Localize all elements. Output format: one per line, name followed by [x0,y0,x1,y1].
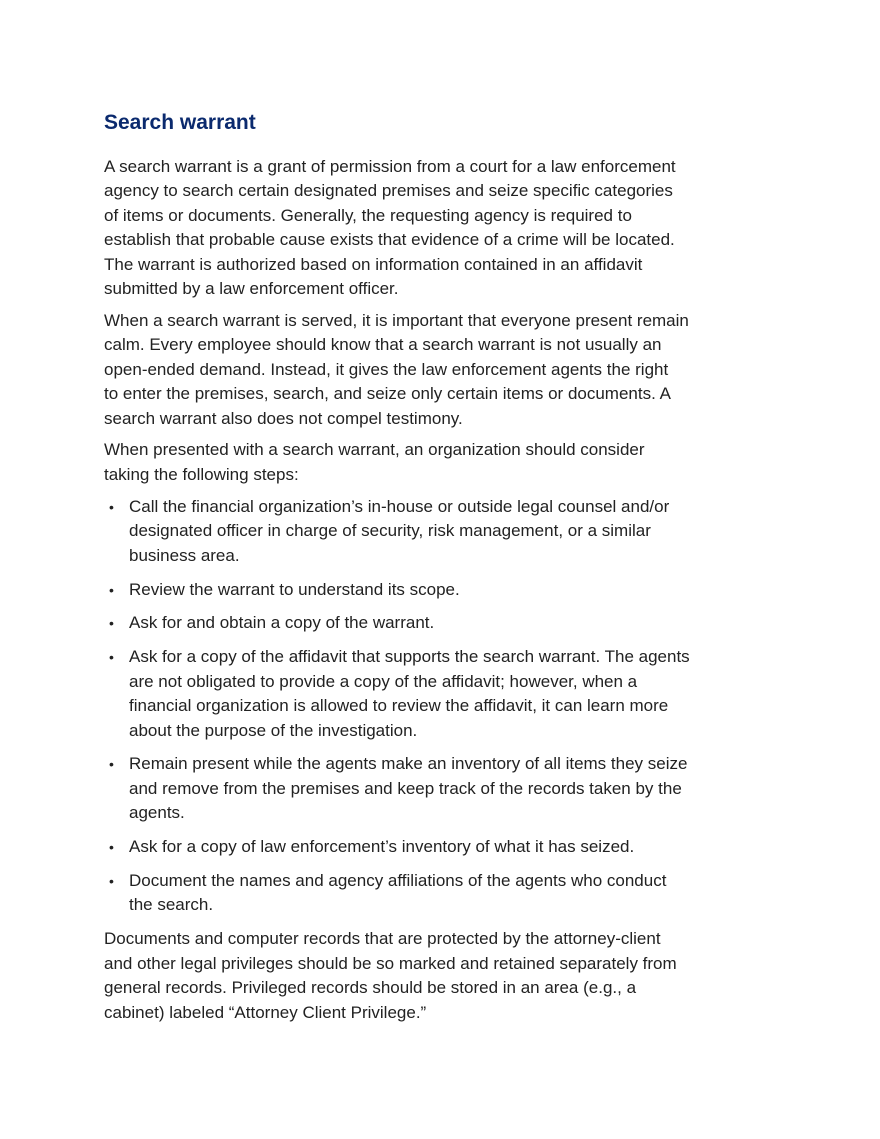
paragraph [104,309,764,431]
text-line: agency to search certain designated premises and seize specific categories [104,181,673,201]
paragraph [104,438,764,487]
text-line: submitted by a law enforcement officer. [104,279,399,299]
text-line: When a search warrant is served, it is important that everyone present remain [104,310,689,330]
bullet-icon: • [109,498,114,515]
text-line: the search. [129,895,214,915]
text-line: agents. [129,803,185,823]
text-line: and remove from the premises and keep track of the records taken by the [129,778,682,798]
text-line: Call the financial organization’s in-house or outside legal counsel and/or [129,496,670,516]
section-heading: Search warrant [104,111,256,134]
bullet-icon: • [109,873,114,890]
text-line: financial organization is allowed to review the affidavit, it can learn more [129,696,669,716]
list-item [104,835,764,859]
closing-paragraphs [104,927,764,1025]
steps-list [104,495,764,918]
text-line: designated officer in charge of security, risk management, or a similar [129,521,651,541]
text-line: Review the warrant to understand its scope. [129,579,460,599]
text-line: Ask for and obtain a copy of the warrant. [129,613,435,633]
bullet-icon: • [109,581,114,598]
list-item [104,611,764,635]
text-line: Documents and computer records that are protected by the attorney-client [104,929,661,949]
list-item [104,495,764,568]
text-line: Document the names and agency affiliations of the agents who conduct [129,871,667,891]
paragraph [104,927,764,1025]
text-line: A search warrant is a grant of permission from a court for a law enforcement [104,157,676,176]
paragraph [104,155,764,301]
text-line: business area. [129,545,240,565]
list-item [104,645,764,743]
document-page [104,108,764,1033]
text-line: Ask for a copy of law enforcement’s inventory of what it has seized. [129,837,635,857]
list-item [104,752,764,825]
intro-paragraphs [104,155,764,487]
text-line: taking the following steps: [104,464,299,484]
text-line: search warrant also does not compel testimony. [104,408,463,428]
list-item [104,578,764,602]
text-line: cabinet) labeled “Attorney Client Privilege.” [104,1002,427,1022]
text-line: of items or documents. Generally, the requesting agency is required to [104,205,632,225]
text-line: to enter the premises, search, and seize only certain items or documents. A [104,384,671,404]
text-line: and other legal privileges should be so marked and retained separately from [104,953,677,973]
bullet-icon: • [109,649,114,666]
text-line: calm. Every employee should know that a search warrant is not usually an [104,335,662,355]
bullet-icon: • [109,839,114,856]
bullet-icon: • [109,615,114,632]
text-line: When presented with a search warrant, an organization should consider [104,440,645,460]
text-line: The warrant is authorized based on information contained in an affidavit [104,254,643,274]
text-line: about the purpose of the investigation. [129,720,418,740]
text-line: are not obligated to provide a copy of the affidavit; however, when a [129,671,638,691]
text-line: Remain present while the agents make an inventory of all items they seize [129,754,688,774]
text-line: Ask for a copy of the affidavit that supports the search warrant. The agents [129,647,690,667]
text-line: establish that probable cause exists that evidence of a crime will be located. [104,230,675,250]
list-item [104,869,764,918]
text-line: general records. Privileged records should be stored in an area (e.g., a [104,978,637,998]
bullet-icon: • [109,756,114,773]
text-line: open-ended demand. Instead, it gives the law enforcement agents the right [104,359,669,379]
